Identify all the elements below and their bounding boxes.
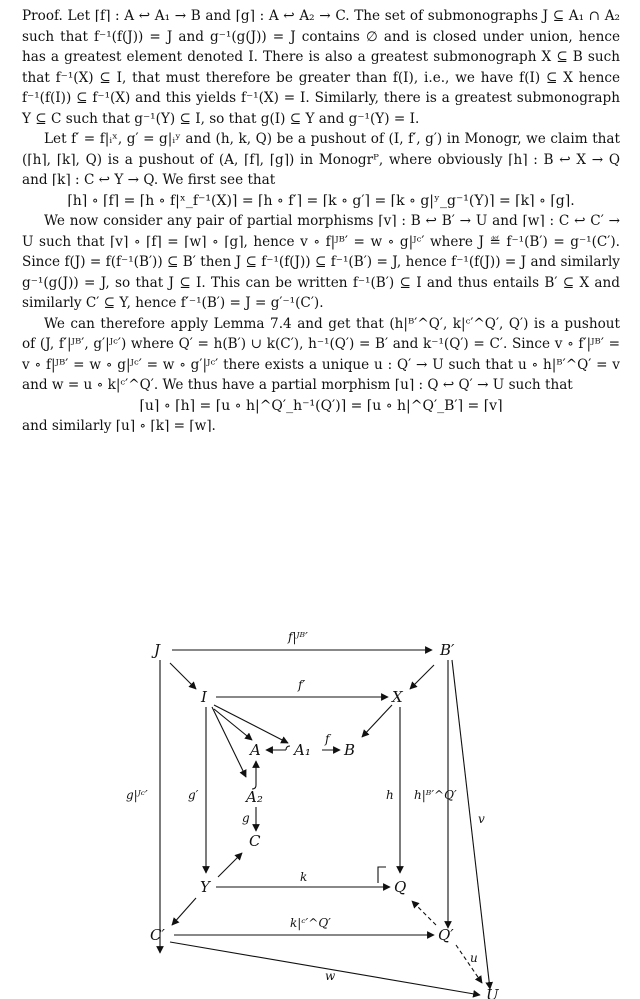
node-Bp: B′ [440,641,455,659]
label-g: g [242,811,250,825]
arrow-Y-C [218,853,242,877]
node-Y: Y [200,878,210,896]
paragraph-2: Let f′ = f|ᵢˣ, g′ = g|ᵢʸ and (h, k, Q) be a pushout of (I, f′, g′) in Monogr, we claim that (⌈h⌉, ⌈k⌉, Q) is a pushout of (A, ⌈f⌉, ⌈g⌉) in Monogrᴾ, where obviously ⌈h⌉ : B ↩ X → Q and ⌈k⌉ : C ↩ Y → Q. We first see that [22,131,620,188]
node-Cp: C′ [150,926,165,944]
node-X: X [392,688,403,706]
label-gJC: g|ᴶᶜ′ [126,788,148,802]
paragraph-4: We can therefore apply Lemma 7.4 and get that (h|ᴮ′^Q′, k|ᶜ′^Q′, Q′) is a pushout of (J, f′|ᴶᴮ′, g′|ᴶᶜ′) where Q′ = h(B′) ∪ k(C′), h⁻¹(Q′) = B′ and k⁻¹(Q′) = C′. Since v ∘ f′|ᴶᴮ′ = v ∘ f|ᴶᴮ′ = w ∘ g|ᴶᶜ′ = w ∘ g′|ᴶᶜ′ there exists a unique u : Q′ → U such that u ∘ h|ᴮ′^Q′ = v and w = u ∘ k|ᶜ′^Q′. We thus have a partial morphism ⌈u⌉ : Q ↩ Q′ → U such that [22,315,620,393]
arrow-Bp-X [410,665,434,689]
label-gp: g′ [188,788,199,802]
label-hQB: h|ᴮ′^Q′ [414,788,457,802]
arrow-Y-Cp [172,898,196,925]
label-w: w [325,969,336,983]
label-u: u [470,951,478,965]
label-k: k [300,870,308,884]
label-h: h [386,788,394,802]
arrow-I-A2 [212,707,246,777]
display-equation-1: ⌈h⌉ ∘ ⌈f⌉ = ⌈h ∘ f|ˣ_f⁻¹(X)⌉ = ⌈h ∘ f′⌉ = ⌈k ∘ g′⌉ = ⌈k ∘ g|ʸ_g⁻¹(Y)⌉ = ⌈k⌉ ∘ ⌈g⌉. [67,192,575,209]
display-equation-2: ⌈u⌉ ∘ ⌈h⌉ = ⌈u ∘ h|^Q′_h⁻¹(Q′)⌉ = ⌈u ∘ h|^Q′_B′⌉ = ⌈v⌉ [139,397,503,414]
node-I: I [201,688,207,706]
node-Q: Q [394,878,407,896]
label-kQC: k|ᶜ′^Q′ [290,916,331,930]
node-A2: A₂ [246,788,263,806]
arrow-Qp-Q [412,901,436,925]
node-C: C [249,832,261,850]
node-U: U [486,986,499,999]
paragraph-1: Proof. Let ⌈f⌉ : A ↩ A₁ → B and ⌈g⌉ : A ↩ A₂ → C. The set of submonographs J ⊆ A₁ ∩ A₂ such that f⁻¹(f(J)) = J and g⁻¹(g(J)) = J contains ∅ and is closed under union, hence has a greatest element denoted I. There is also a greatest submonograph X ⊆ B such that f⁻¹(X) ⊆ I, that must therefore be greater than f(I), i.e., we have f(I) ⊆ X hence f⁻¹(f(I)) ⊆ f⁻¹(X) and this yields f⁻¹(X) = I. Similarly, there is a greatest submonograph Y ⊆ C such that g⁻¹(Y) ⊆ I, so that g(I) ⊆ Y and g⁻¹(Y) = I. [22,8,620,127]
label-f: f [325,732,330,746]
arrow-J-I [170,663,196,689]
label-v: v [478,812,485,826]
proof-text [22,6,620,437]
label-fJB: f|ᴶᴮ′ [288,630,308,644]
node-B: B [344,741,356,759]
node-A1: A₁ [294,741,311,759]
node-A: A [250,741,261,759]
paragraph-3: We now consider any pair of partial morphisms ⌈v⌉ : B ↩ B′ → U and ⌈w⌉ : C ↩ C′ → U such that ⌈v⌉ ∘ ⌈f⌉ = ⌈w⌉ ∘ ⌈g⌉, hence v ∘ f|ᴶᴮ′ = w ∘ g|ᴶᶜ′ where J ≝ f⁻¹(B′) = g⁻¹(C′). Since f(J) = f(f⁻¹(B′)) ⊆ B′ then J ⊆ f⁻¹(f(J)) ⊆ f⁻¹(B′) = J, hence f⁻¹(f(J)) = J and similarly g⁻¹(g(J)) = J, so that J ⊆ I. This can be written f⁻¹(B′) ⊆ I and thus entails B′ ⊆ X and similarly C′ ⊆ Y, hence f′⁻¹(B′) = J = g′⁻¹(C′). [22,213,620,311]
arrow-X-B [362,705,392,737]
commutative-diagram [0,605,640,999]
node-J: J [154,641,161,659]
arrow-I-A1 [214,705,288,743]
node-Qp: Q′ [438,926,454,944]
label-fp: f′ [298,678,306,692]
arrow-Qp-U [456,945,482,983]
paragraph-5: and similarly ⌈u⌉ ∘ ⌈k⌉ = ⌈w⌉. [22,418,216,434]
arrow-I-A [214,709,252,740]
